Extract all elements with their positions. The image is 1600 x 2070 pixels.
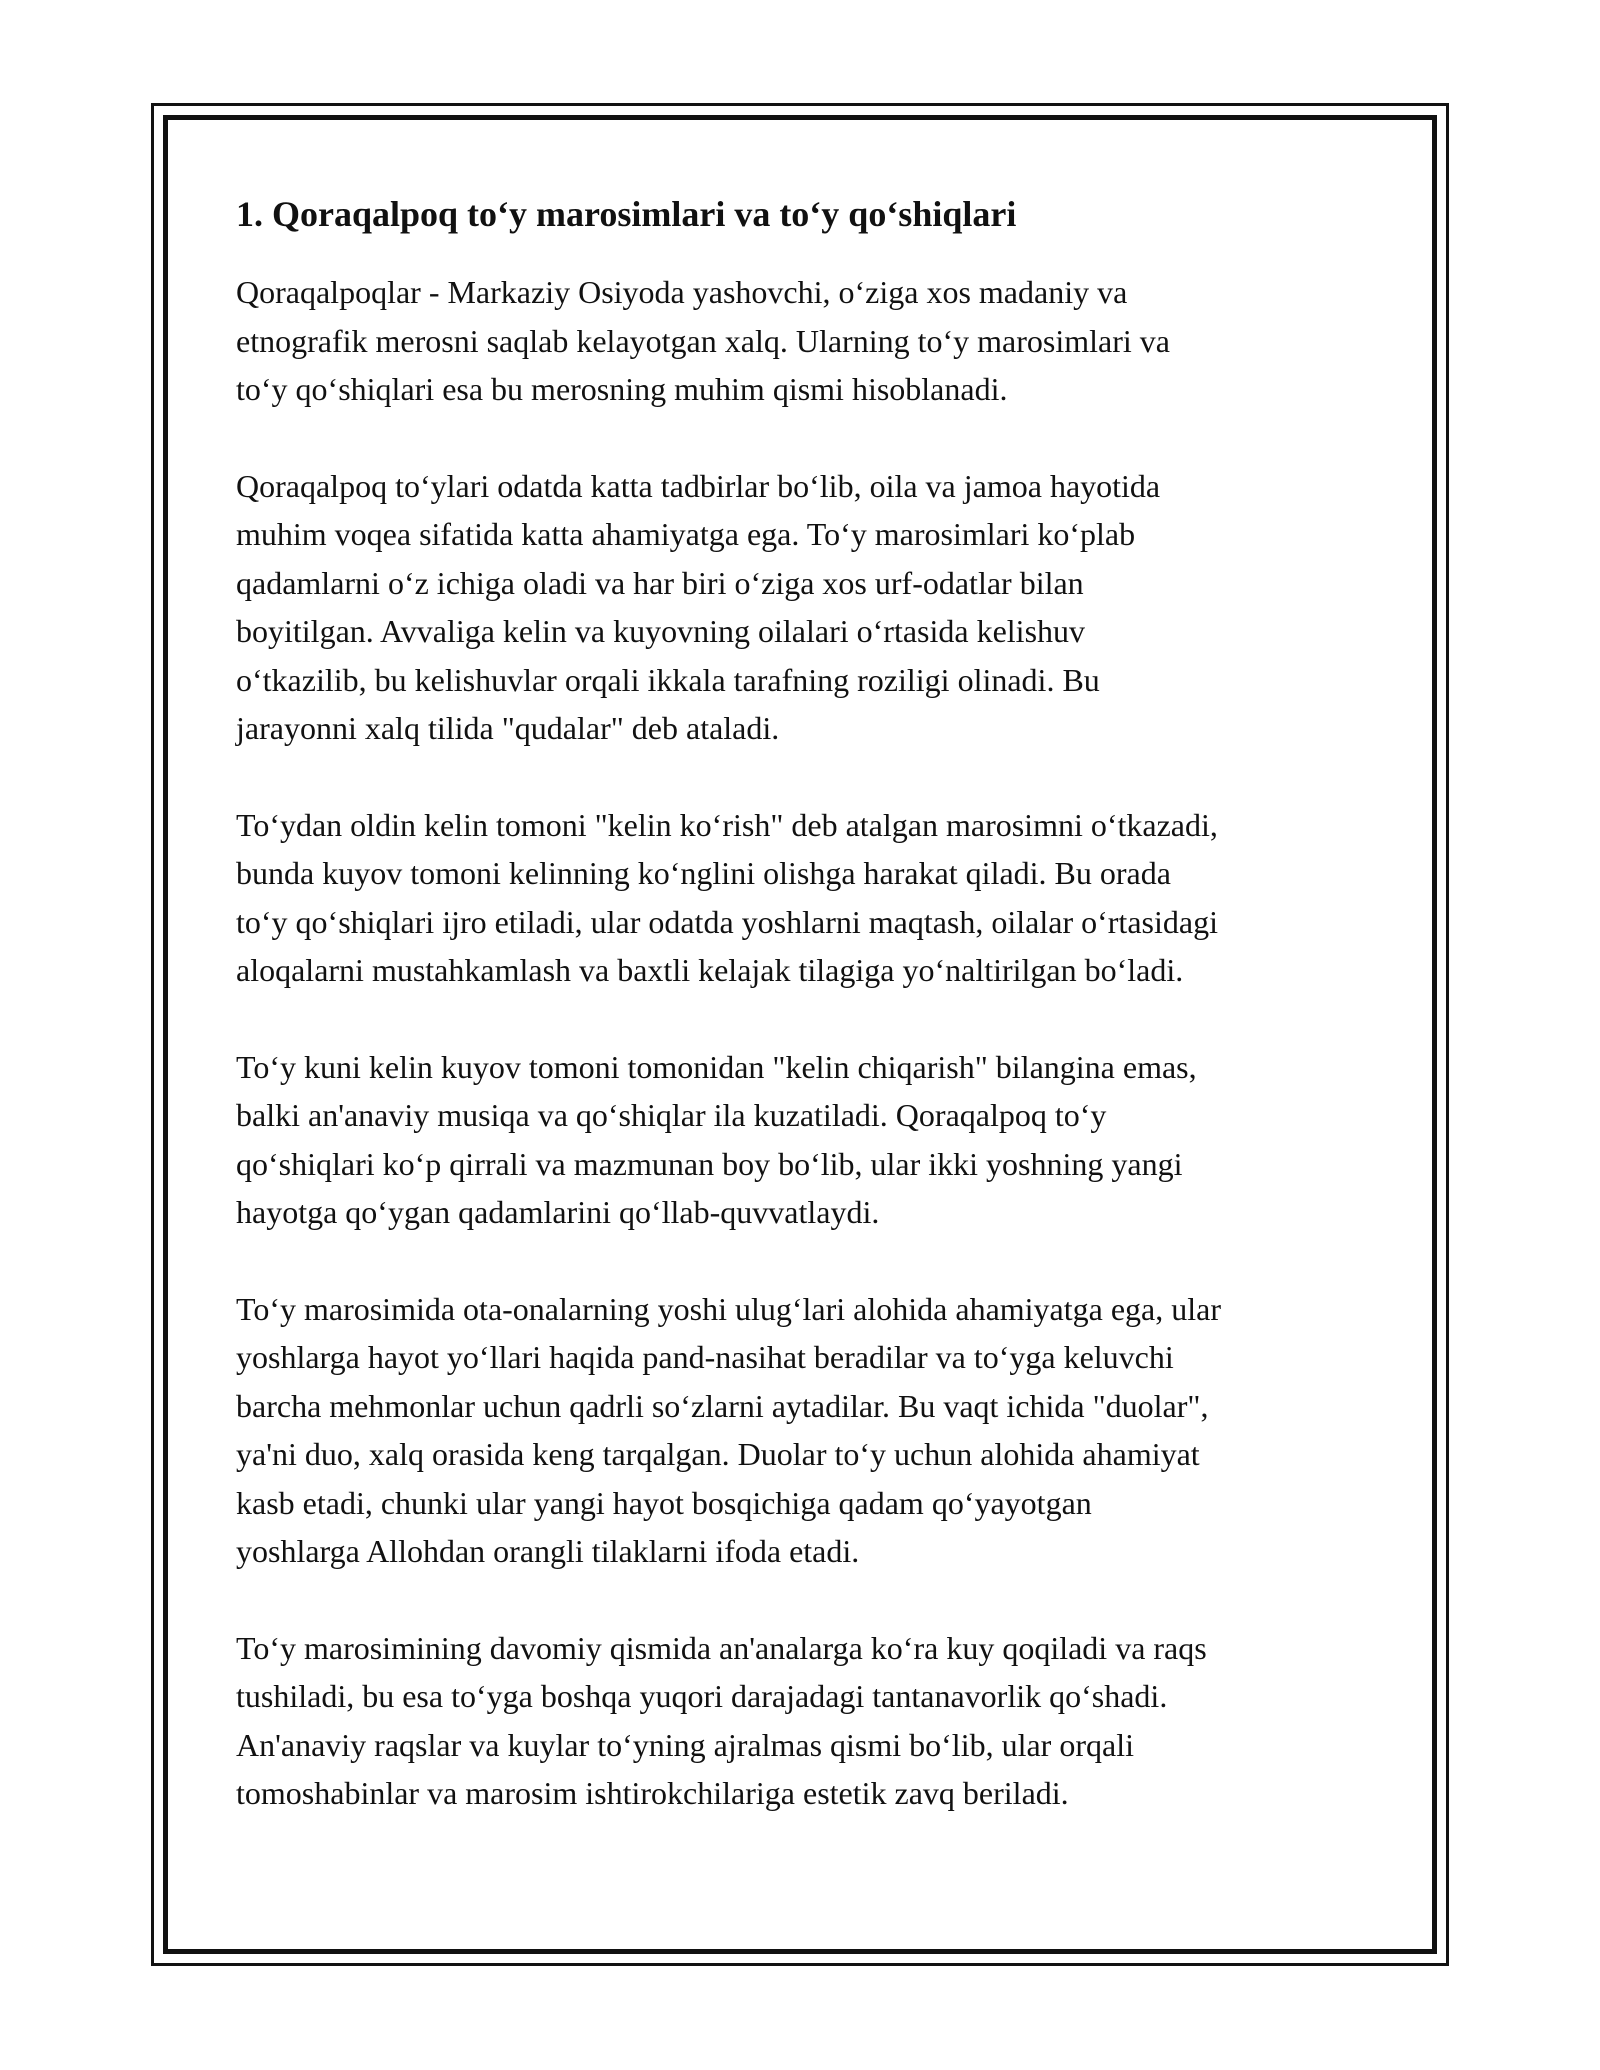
paragraph-4: To‘y kuni kelin kuyov tomoni tomonidan "kelin chiqarish" bilangina emas, balki an'anaviy musiqa va qo‘shiqlar ila kuzatiladi. Qoraqalpoq to‘y qo‘shiqlari ko‘p qirrali va mazmunan boy bo‘lib, ular ikki yoshning yangi hayotga qo‘ygan qadamlarini qo‘llab-quvvatlaydi. xyxy=(236,1048,1197,1230)
paragraph-5: To‘y marosimida ota-onalarning yoshi ulug‘lari alohida ahamiyatga ega, ular yoshlarga hayot yo‘llari haqida pand-nasihat beradilar va to‘yga keluvchi barcha mehmonlar uchun qadrli so‘zlarni aytadilar. Bu vaqt ichida "duolar", ya'ni duo, xalq orasida keng tarqalgan. Duolar to‘y uchun alohida ahamiyat kasb etadi, chunki ular yangi hayot bosqichiga qadam qo‘yayotgan yoshlarga Allohdan orangli tilaklarni ifoda etadi. xyxy=(236,1290,1221,1569)
paragraph-3: To‘ydan oldin kelin tomoni "kelin ko‘rish" deb atalgan marosimni o‘tkazadi, bunda kuyov tomoni kelinning ko‘nglini olishga harakat qiladi. Bu orada to‘y qo‘shiqlari ijro etiladi, ular odatda yoshlarni maqtash, oilalar o‘rtasidagi aloqalarni mustahkamlash va baxtli kelajak tilagiga yo‘naltirilgan bo‘ladi. xyxy=(236,806,1218,988)
paragraph-2: Qoraqalpoq to‘ylari odatda katta tadbirlar bo‘lib, oila va jamoa hayotida muhim voqea sifatida katta ahamiyatga ega. To‘y marosimlari ko‘plab qadamlarni o‘z ichiga oladi va har biri o‘ziga xos urf-odatlar bilan boyitilgan. Avvaliga kelin va kuyovning oilalari o‘rtasida kelishuv o‘tkazilib, bu kelishuvlar orqali ikkala tarafning roziligi olinadi. Bu jarayonni xalq tilida "qudalar" deb ataladi. xyxy=(236,467,1161,746)
paragraph-6: To‘y marosimining davomiy qismida an'analarga ko‘ra kuy qoqiladi va raqs tushiladi, bu esa to‘yga boshqa yuqori darajadagi tantanavorlik qo‘shadi. An'anaviy raqslar va kuylar to‘yning ajralmas qismi bo‘lib, ular orqali tomoshabinlar va marosim ishtirokchilariga estetik zavq beriladi. xyxy=(236,1629,1207,1811)
document-title: 1. Qoraqalpoq to‘y marosimlari va to‘y qo‘shiqlari xyxy=(236,194,1017,234)
document-body xyxy=(236,186,1386,1866)
paragraph-1: Qoraqalpoqlar - Markaziy Osiyoda yashovchi, o‘ziga xos madaniy va etnografik merosni saqlab kelayotgan xalq. Ularning to‘y marosimlari va to‘y qo‘shiqlari esa bu merosning muhim qismi hisoblanadi. xyxy=(236,274,1170,407)
